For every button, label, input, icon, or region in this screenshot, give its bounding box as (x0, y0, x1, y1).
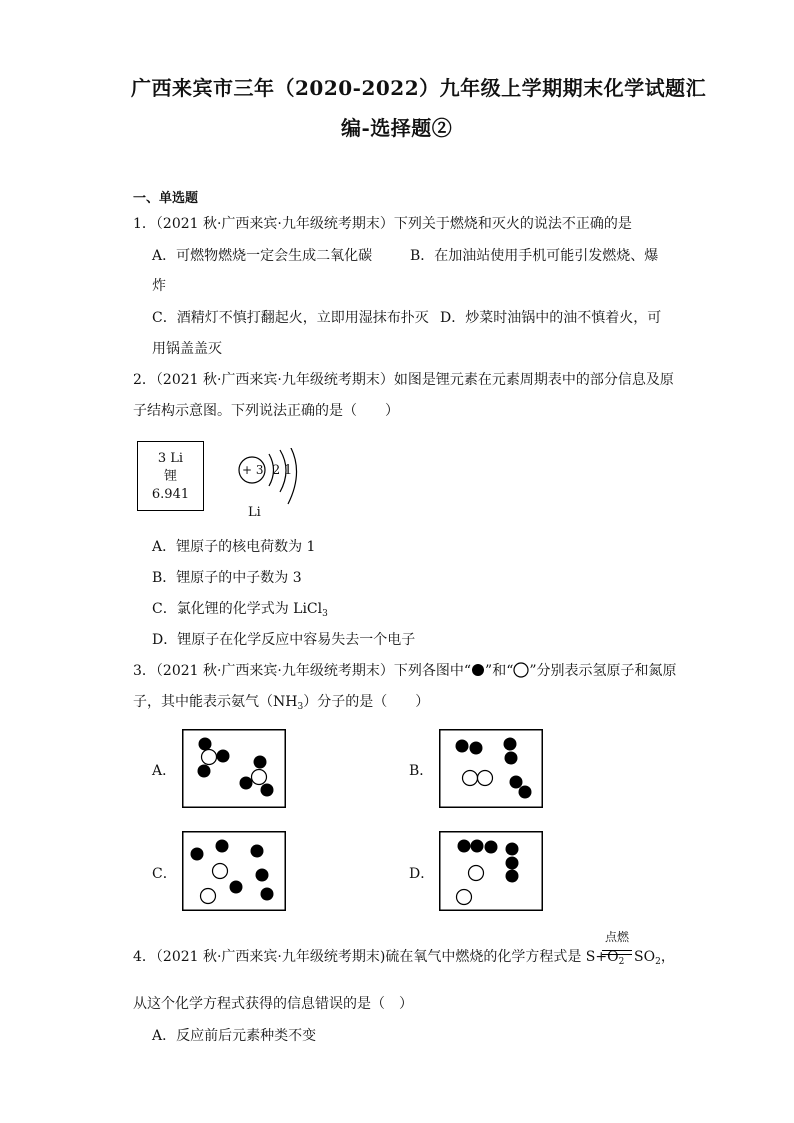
q3-stem2-part2: ）分子的是（ ） (303, 694, 430, 710)
q2-option-c-text: C．氯化锂的化学式为 LiCl (152, 601, 323, 617)
element-number-symbol: 3 Li (157, 451, 184, 466)
q4-stem-cont: 从这个化学方程式获得的信息错误的是（ ） (133, 996, 413, 1012)
hydrogen-atom (261, 784, 274, 797)
hydrogen-atom (199, 738, 212, 751)
element-card (137, 441, 204, 511)
page-title-line1: 广西来宾市三年（2020-2022）九年级上学期期末化学试题汇 (131, 76, 707, 100)
nitrogen-atom (252, 770, 267, 785)
hydrogen-atom (505, 752, 518, 765)
q4-product (634, 946, 675, 967)
q2-option-a: A．锂原子的核电荷数为 1 (152, 539, 316, 555)
hydrogen-atom (485, 841, 498, 854)
hydrogen-atom (230, 881, 243, 894)
hydrogen-atom (261, 888, 274, 901)
hydrogen-atom (506, 870, 519, 883)
hydrogen-atom (254, 756, 267, 769)
hydrogen-atom (251, 845, 264, 858)
nitrogen-atom (457, 890, 472, 905)
q4-comma: ， (660, 949, 675, 965)
element-mass: 6.941 (151, 487, 190, 502)
q3-stem-cont (133, 691, 429, 712)
equals-sign-icon (602, 949, 632, 957)
q2-option-b: B．锂原子的中子数为 3 (152, 570, 302, 586)
reaction-condition: 点燃 (605, 930, 630, 944)
q3-option-b-label: B． (409, 763, 434, 779)
q1-option-b-cont: 炸 (152, 278, 166, 294)
q3-stem2-subscript: 3 (297, 702, 304, 712)
section-heading: 一、单选题 (133, 191, 199, 206)
hydrogen-atom (471, 840, 484, 853)
hydrogen-atom (198, 765, 211, 778)
q3-option-a-label: A． (152, 763, 177, 779)
q1-option-d: D．炒菜时油锅中的油不慎着火，可 (440, 310, 662, 326)
q3-option-d-label: D． (409, 866, 435, 882)
nitrogen-atom (202, 750, 217, 765)
nucleus-charge: + 3 (242, 463, 264, 477)
hydrogen-atom (216, 840, 229, 853)
hydrogen-atom (217, 750, 230, 763)
q1-option-d-cont: 用锅盖盖灭 (152, 341, 222, 357)
q1-option-b: B．在加油站使用手机可能引发燃烧、爆 (410, 248, 659, 264)
nitrogen-atom (201, 889, 216, 904)
hydrogen-atom (506, 857, 519, 870)
q2-option-c-subscript: 3 (322, 609, 328, 619)
hydrogen-atom (191, 848, 204, 861)
hydrogen-atom (510, 776, 523, 789)
q3-option-c-diagram (182, 831, 286, 911)
nitrogen-atom (463, 771, 478, 786)
hydrogen-atom (470, 742, 483, 755)
page-title-line2: 编-选择题② (341, 116, 453, 140)
q4-o2-subscript: 2 (618, 957, 625, 967)
nitrogen-atom (213, 864, 228, 879)
q3-stem2-part1: 子，其中能表示氨气（NH (133, 694, 298, 710)
q3-stem (133, 660, 677, 680)
hydrogen-atom-legend-icon (471, 663, 485, 677)
nitrogen-atom (469, 866, 484, 881)
q2-option-d: D．锂原子在化学反应中容易失去一个电子 (152, 632, 416, 648)
q3-option-d-diagram (439, 831, 543, 911)
q1-stem: 1．（2021 秋·广西来宾·九年级统考期末）下列关于燃烧和灭火的说法不正确的是 (133, 216, 632, 232)
hydrogen-atom (506, 843, 519, 856)
q2-stem: 2．（2021 秋·广西来宾·九年级统考期末）如图是锂元素在元素周期表中的部分信息及原 (133, 372, 674, 388)
q4-stem-text: 4．（2021 秋·广西来宾·九年级统考期末)硫在氧气中燃烧的化学方程式是 S+O (133, 949, 619, 965)
q2-option-c (152, 598, 328, 619)
atom-structure-diagram (232, 448, 302, 508)
q3-option-a-diagram (182, 729, 286, 808)
shell-1-electrons: 2 (272, 463, 281, 478)
q4-option-a: A．反应前后元素种类不变 (152, 1028, 317, 1044)
nitrogen-atom (478, 771, 493, 786)
q3-option-c-label: C． (152, 866, 177, 882)
q1-option-c: C．酒精灯不慎打翻起火，立即用湿抹布扑灭 (152, 310, 429, 326)
q2-stem-cont: 子结构示意图。下列说法正确的是（ ） (133, 403, 399, 419)
q3-stem-part2: ”和“ (485, 663, 514, 679)
hydrogen-atom (519, 786, 532, 799)
atom-label: Li (248, 505, 261, 520)
q4-product-text: SO (634, 949, 656, 965)
hydrogen-atom (256, 869, 269, 882)
hydrogen-atom (504, 738, 517, 751)
q1-option-a: A．可燃物燃烧一定会生成二氧化碳 (152, 248, 373, 264)
q3-stem-part3: ”分别表示氢原子和氮原 (529, 663, 677, 679)
element-name: 锂 (163, 469, 177, 484)
hydrogen-atom (456, 740, 469, 753)
hydrogen-atom (458, 840, 471, 853)
q4-stem (133, 946, 624, 967)
q3-stem-part1: 3．（2021 秋·广西来宾·九年级统考期末）下列各图中“ (133, 663, 472, 679)
q4-product-subscript: 2 (655, 957, 661, 967)
shell-2-electrons: 1 (284, 463, 293, 478)
nitrogen-atom-legend-icon (513, 662, 529, 678)
q3-option-b-diagram (439, 729, 543, 808)
hydrogen-atom (240, 777, 253, 790)
